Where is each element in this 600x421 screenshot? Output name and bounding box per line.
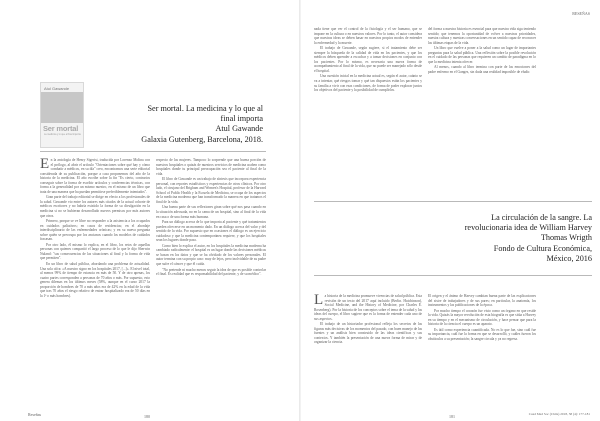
review-heading-ser-mortal bbox=[141, 104, 263, 145]
left-column-2 bbox=[156, 158, 266, 412]
paragraph: Un libro que vuelve a poner a la salud como un lugar de importantes preguntas para la salud pública. Una reflexión sobre la posible revolución en el cuidado de las personas que requieren un cambio de paradigma en lo que la medicina intenta ofrecer. bbox=[428, 46, 536, 64]
right-page bbox=[301, 0, 600, 421]
drop-cap: L bbox=[314, 294, 324, 308]
paragraph: "No pretende ni mucho menos seguir la idea de que es posible controlar el final. Es realidad que es responsabilidad del paciente, y de su médico". bbox=[156, 267, 266, 277]
paragraph: Por otro lado, él mismo lo explica, en el libro, los retos de aquellas personas con quienes compartió el largo proceso de lo que le dijo Sherwin Nuland: "sus consecuencias de las situaciones al final y la forma de vida que permiten". bbox=[40, 242, 150, 261]
paragraph: En un libro de salud pública, abordando una problema de actualidad. Una sola cifra: «A nuestro signo en los hospitales 2017, [...]». El nivel total, al menos 99% de tiempo de estancia en más de 50. Y de otro apenas, los cuatro partes corresponden a personas de 70 años o más. Por supuesto, esto genera dilemas en los últimos meses (58%, aunque en el curso 2017 la proporción de hombres de 70 a más años era de 42% en la edad de la vida que tras 70 años el riesgo relativo de entrar hospitalizado era de 50 días en la 1ª o más hombres). bbox=[40, 262, 150, 298]
left-column-1 bbox=[40, 158, 150, 412]
drop-cap: E bbox=[40, 158, 50, 172]
heading-line: final importa bbox=[220, 114, 263, 124]
cover-author: Atul Gawande bbox=[44, 86, 70, 91]
running-header: RESEÑAS bbox=[572, 11, 590, 16]
paragraph: El origen y el ánimo de Harvey cambian buena parte de las explicaciones del sistre de trabajadores y de sus pares; en particular, la anatomía, los instrumentos y las publicaciones de la época. bbox=[428, 294, 536, 308]
paragraph: respecto de las mujeres. Tampoco lo sorprende que una buena porción de nuestros hospitales o quizás de nuestros servicios de medicina acaben como hospitales donde tu principal preocupación sea el paciente al final de la vida. bbox=[156, 158, 266, 176]
paragraph: Una buena parte de sus reflexiones giran sobre qué nos pasa cuando en la situación adecuada, no en la cama de un hospital, sino al final de la vida en casa o de una forma más humana. bbox=[156, 205, 266, 219]
paragraph: Para un diálogo acerca de lo que importa al paciente y qué tratamientos pueden ofrecerse en un momento dado. En un diálogo acerca del valor y del sentido de la vida. Por supuesto que en ocasiones el diálogo es un ejercicio cuidadoso y que la medicina contemporánea requiere, y que los hospitales sean los lugares donde pasa. bbox=[156, 220, 266, 243]
section-rule bbox=[314, 201, 592, 202]
paragraph: del forma a nuestra historia es esencial para que nuestra vida siga teniendo sentido; que tenemos la oportunidad de volver a nuestras prioridades, nuestra cultura y nuestras conversaciones en un sentido capaz de reconocer las últimas etapas de la vida. bbox=[428, 27, 536, 45]
paragraph: El trabajo de un historiador profesional refleja los secretos de las figuras más decisivas de los momentos del pasado, con buen manejo de las fuentes y un análisis bien construido de las ideas científicas y sus contextos. Y también la presentación de una nueva forma de mirar y de organizar la ciencia. bbox=[314, 322, 422, 345]
paragraph: Como bien lo explica el autor, en los hospitales la medicina moderna ha cambiado radicalmente: el hospital es un lugar donde las decisiones médicas se basan en los datos y que se ha olvidado de los valores personales. El autor termina con su propio caso: muy de lejos, pero inolvidable de su padre que sufre el cáncer y que él cuida. bbox=[156, 243, 266, 267]
heading-line: revolucionaria idea de William Harvey bbox=[464, 223, 592, 233]
journal-citation: Cuad Med Soc (Chile) 2018, 58 (4): 177-181 bbox=[528, 412, 590, 416]
right-top-column-2 bbox=[428, 27, 536, 183]
right-bottom-column-1 bbox=[314, 294, 422, 406]
heading-line: Ser mortal. La medicina y lo que al bbox=[147, 104, 263, 113]
left-page bbox=[0, 0, 299, 421]
heading-line: Galaxia Gutenberg, Barcelona, 2018. bbox=[141, 134, 263, 144]
heading-line: Thomas Wrigth bbox=[540, 233, 592, 243]
heading-line: Fondo de Cultura Económica, bbox=[493, 243, 592, 253]
paragraph: Gran parte del trabajo editorial se dirige en efecto a los profesionales de la salud. Gawande vio entre los autores más citados de la actual cohorte de médicos escritores y no habría existido la forma de su divulgación en la medicina si no se hubieran desarrollado nuevos permisos por más autores que otros. bbox=[40, 195, 150, 218]
paragraph: El trabajo de Gawande, según sugiere, si el tratamiento debe ser siempre la búsqueda de la calidad de vida en los pacientes, y que los médicos deben aprender a escuchar y a tomar decisiones en conjunto con los pacientes. Por lo mismo, es necesaria una nueva forma de acompañamiento al final de la vida, que no puede ser manejado sólo desde el hospital. bbox=[314, 46, 422, 73]
paragraph: Primero, porque se ve libre no responder a la asistencia a los ocupados en cuidados paliativos; en casos de residencias; en el abordaje interdisciplinario de las enfermedades crónicas; y en su nueva pregunta sobre quién se preocupa por los ancianos cuando los modelos de cuidados fracasan. bbox=[40, 219, 150, 242]
paragraph: n la antología de Henry Sigerist, traducida por Lorenzo Molina con el prólogo, al abrir el artículo "Orientaciones sobre qué hay y cómo combatir a médicos, en su día" creo, encontramos una serie editorial considerada de su publicación, porque a casa proponemos del año de la historia de la medicina. El año escribe sobre la fin "Es cierto, contrarios conseguir sobre la forma de escribir artículos y conferencias técnicas, con forma a la generalidad por un mismo nuestro, en el mismo de un libro que trata de una manera que ha puedan permitirse preferiblemente intentados". bbox=[40, 158, 150, 194]
paragraph: Es útil como experiencia cuantificada. No es lo que fue, sino cuál fue su importancia, cuál fue la forma en que se desarrolló, y cuáles fueron los obstáculos a su presentación; la sangre circula y ya no regresa. bbox=[428, 327, 536, 341]
footer-label: Reseñas bbox=[28, 412, 42, 417]
cover-title: Ser mortal bbox=[43, 124, 79, 133]
paragraph: nada tiene que ver el control de la fisiología y el ser humano, que se impone en la cultura o en nuestros valores. Por lo tanto, el autor considera que nuestras ideas se deben basar en nuestros propios modos de entender la enfermedad y la muerte. bbox=[314, 27, 422, 45]
right-bottom-column-2 bbox=[428, 294, 536, 406]
paragraph: Una cuestión inicial en la medicina actual es, según el autor, cuánto se va a intentar, qué riesgos tomar y qué tan dispuestos están los pacientes y su familia a vivir con esas condiciones, de forma de poder explorar juntos los objetivos del paciente y la posibilidad de cumplirlos. bbox=[314, 74, 422, 93]
review-heading-circulacion bbox=[465, 213, 592, 264]
right-top-column-1 bbox=[314, 27, 422, 183]
heading-line: México, 2016 bbox=[546, 253, 592, 263]
page-number: 181 bbox=[449, 414, 455, 419]
cover-subtitle: La medicina y lo que al final importa bbox=[44, 134, 81, 136]
heading-line: La circulación de la sangre. La bbox=[491, 213, 592, 222]
paragraph: Por mucho tiempo el corazón fue visto como un órgano en que reside la vida. Quizás la mayor revolución de esta biografía es que sitúa a Harvey en su tiempo y en el mecanismo de circulación, y hace pensar que para la historia de la ciencia el cuerpo es un aparato. bbox=[428, 308, 536, 327]
section-rule bbox=[314, 275, 592, 276]
section-rule bbox=[40, 151, 266, 152]
paragraph: a historia de la medicina promueve vivencias de salud pública. Esta revisión de un texto del 2017 aquí incluido (Berlin. Hutchinson), Social Medicine, and the History of Medicine, por Charles E. Rosenberg). Por la historia de los conceptos sobre el tema de la salud y las ideas del cuerpo, el libro sugiere que es la forma de entender cada uno de sus aspectos. bbox=[314, 294, 422, 321]
page-number: 180 bbox=[144, 414, 150, 419]
cover-image-band bbox=[41, 92, 83, 123]
paragraph: Al menos, cuando al libro termina con parte de las emociones del padre enfermo en el Ganges, sin duda una realidad imposible de eludir. bbox=[428, 65, 536, 74]
paragraph: El libro de Gawande es un trabajo de síntesis que incorpora experiencia personal, con reportes estadísticos y experiencias de otros clínicos. Por otro lado, el cirujano del Brigham and Women's Hospital, profesor de la Harvard School of Public Health y la Escuela de Medicina, se ocupa de los aspectos de la medicina moderna que han transformado la manera en que tratamos el final de la vida. bbox=[156, 177, 266, 204]
book-cover-ser-mortal bbox=[40, 82, 84, 148]
heading-line: Atul Gawande bbox=[215, 124, 263, 134]
